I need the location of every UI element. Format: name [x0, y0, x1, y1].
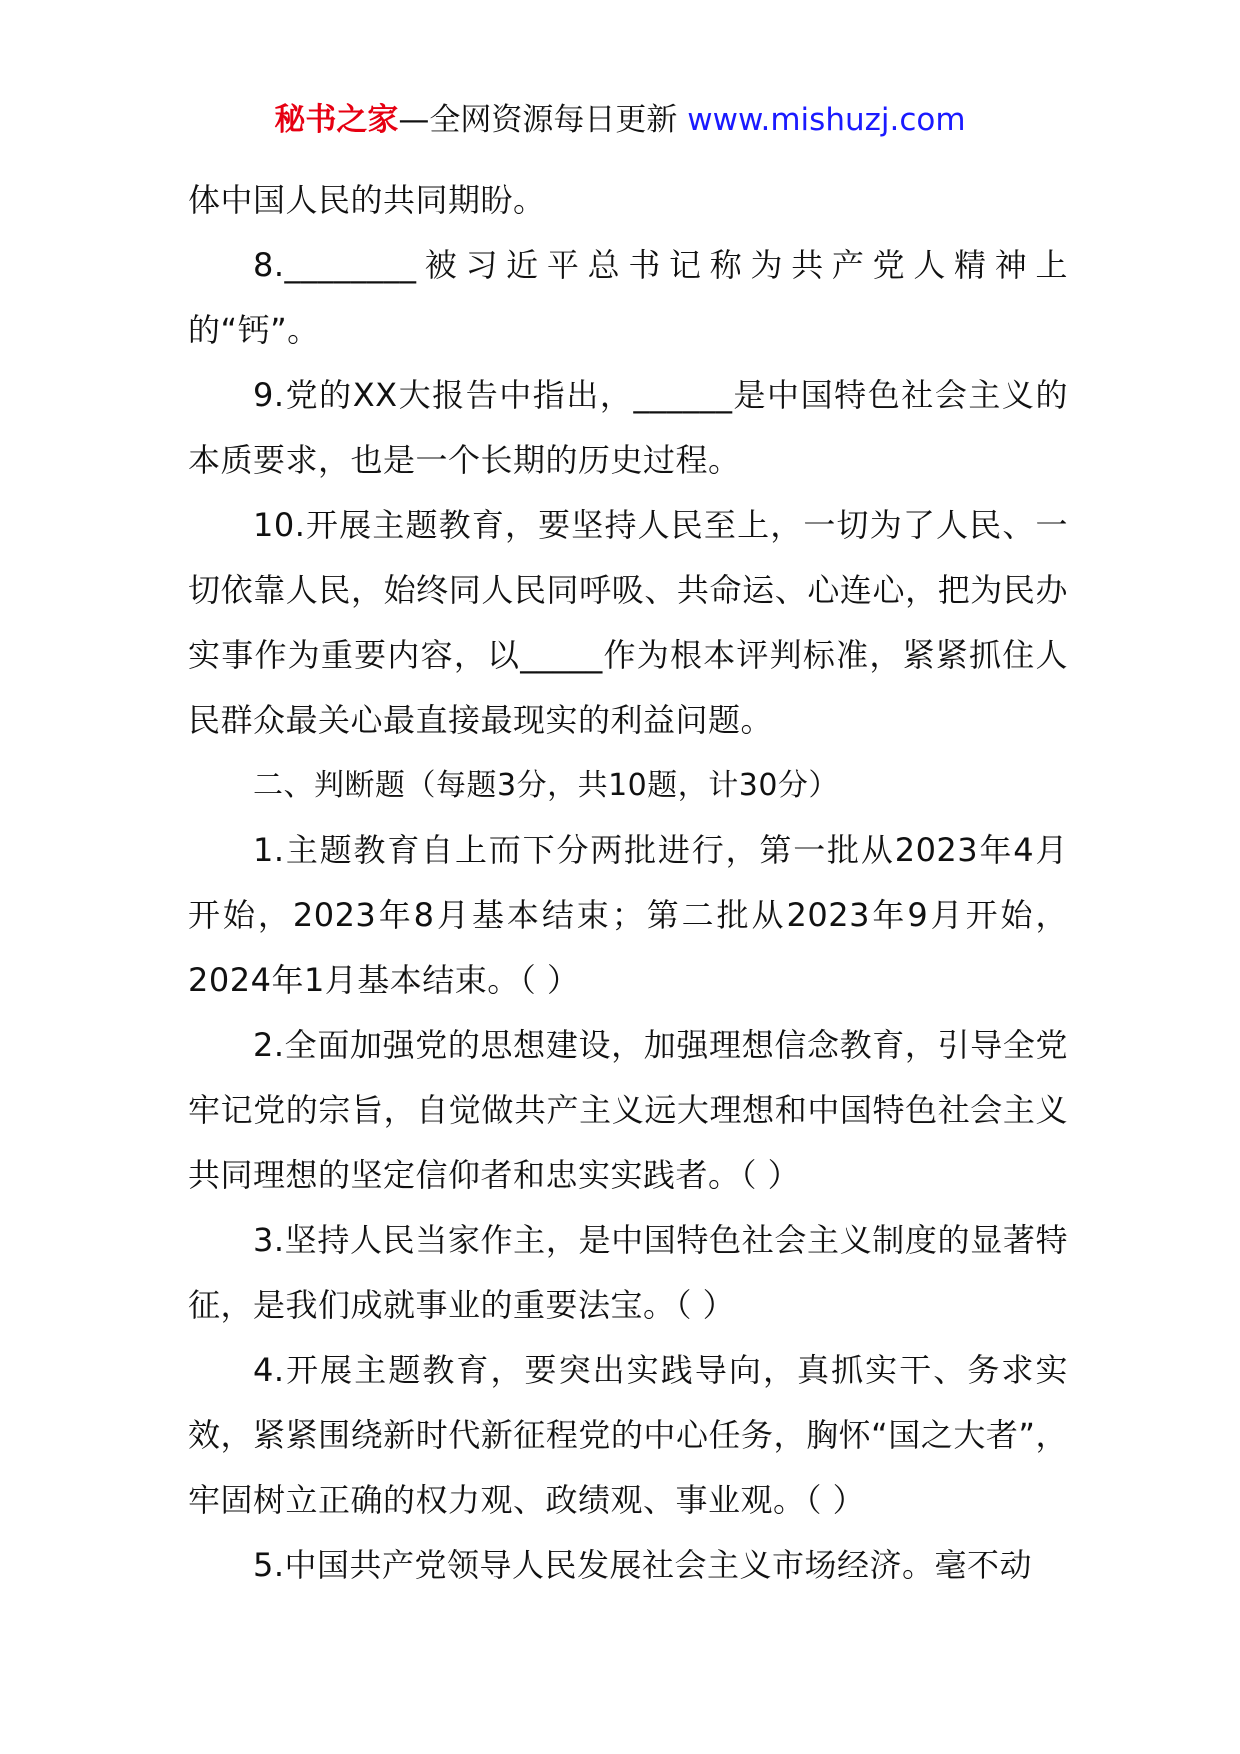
page-header: [0, 100, 1240, 140]
true-false-question-2: 2.全面加强党的思想建设，加强理想信念教育，引导全党牢记党的宗旨，自觉做共产主义远大理想和中国特色社会主义共同理想的坚定信仰者和忠实实践者。（ ）: [188, 1026, 1068, 1194]
paragraph-continuation: 体中国人民的共同期盼。: [188, 181, 546, 219]
fill-in-question-8: 8.________被习近平总书记称为共产党人精神上的“钙”。: [188, 246, 1068, 349]
brand-name: 秘书之家: [274, 102, 399, 138]
fill-in-question-10: 10.开展主题教育，要坚持人民至上，一切为了人民、一切依靠人民，始终同人民同呼吸、共命运、心连心，把为民办实事作为重要内容，以_____作为根本评判标准，紧紧抓住人民群众最关心最直接最现实的利益问题。: [188, 506, 1068, 739]
section-heading-true-false: 二、判断题（每题3分，共10题，计30分）: [253, 768, 839, 803]
fill-in-question-9: 9.党的XX大报告中指出，______是中国特色社会主义的本质要求，也是一个长期的历史过程。: [188, 376, 1068, 479]
true-false-question-3: 3.坚持人民当家作主，是中国特色社会主义制度的显著特征，是我们成就事业的重要法宝。（ ）: [188, 1221, 1068, 1324]
website-url[interactable]: www.mishuzj.com: [687, 102, 966, 138]
true-false-question-1: 1.主题教育自上而下分两批进行，第一批从2023年4月开始，2023年8月基本结束；第二批从2023年9月开始，2024年1月基本结束。（ ）: [188, 831, 1068, 999]
header-tagline: —全网资源每日更新: [398, 102, 678, 138]
true-false-question-5: 5.中国共产党领导人民发展社会主义市场经济。毫不动: [253, 1546, 1033, 1584]
true-false-question-4: 4.开展主题教育，要突出实践导向，真抓实干、务求实效，紧紧围绕新时代新征程党的中心任务，胸怀“国之大者”，牢固树立正确的权力观、政绩观、事业观。（ ）: [188, 1351, 1068, 1519]
document-body: [188, 168, 1068, 1598]
